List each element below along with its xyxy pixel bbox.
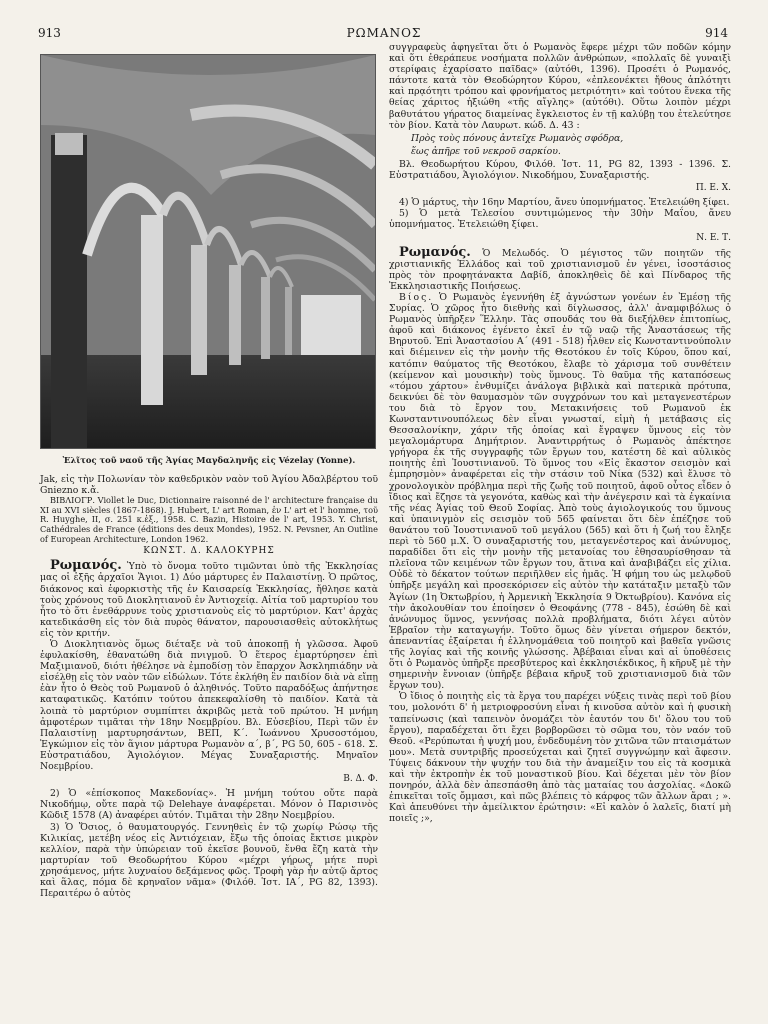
running-head: ΡΩΜΑΝΟΣ: [346, 26, 422, 40]
lemma-heading: Ρωμανός.: [399, 244, 471, 260]
bibliography: ΒΙΒΛΙΟΓΡ. Viollet le Duc, Dictionnaire raisonné de l' architecture française du XI au XVI siècles (1867-1868). J. Hubert, L' art Roman, ἐν L' art et l' homme, τοῦ R. Huyghe, II, σ. 251 κ.ἑξ., 1958. C. Bazin, Histoire de l' art, 1953. Y. Christ, Cathédrales de France (éditions des deux Mondes), 1952. N. Pevsner, An Outline of European Architecture, London 1962.: [40, 495, 378, 544]
paragraph: Βλ. Θεοδωρήτου Κύρου, Φιλόθ. Ἱστ. 11, PG 82, 1393 - 1396. Σ. Εὐστρατιάδου, Ἁγιολόγιον. Νικοδήμου, Συναξαριστής.: [389, 158, 731, 182]
paragraph: συγγραφεὺς ἀφηγεῖται ὅτι ὁ Ρωμανὸς ἔφερε μέχρι τῶν ποδῶν κόμην καὶ ὅτι ἐθεράπευε νοσήματα πολλῶν ἀνθρώπων, «πολλαῖς δὲ γυναιξὶ στερίφαις ἐχαρίσατο παῖδας» (αὐτόθι, 1396). Προσέτι ὁ Ρωμανός, πάντοτε κατὰ τὸν Θεοδώρητον Κύρου, «ἐπλεονέκτει ἤθους ἁπλότητι καὶ πρᾳότητι τρόπου καὶ φρονήματος μετριότητι» καὶ τούτου ἕνεκα τῆς θείας χάριτος ἠξιώθη «τῆς αἴγλης» (αὐτόθι). Οὕτω λοιπὸν μέχρι βαθυτάτου γήρατος διαμείνας ἔγκλειστος ἐν τῇ καλύβῃ του ἐτελεύτησε τὸν βίον. Κατὰ τὸν Λαυρωτ. κώδ. Δ. 43 :: [389, 42, 731, 131]
verse-line: ἕως ἀπῆρε τοῦ νεκροῦ σαρκίου.: [411, 145, 561, 157]
right-column: [389, 42, 731, 824]
author-signature: Π. Ε. Χ.: [695, 183, 731, 194]
left-column: [40, 54, 378, 899]
paragraph: 3) Ὁ Ὅσιος, ὁ θαυματουργός. Γεννηθεὶς ἐν τῷ χωρίῳ Ρώσῳ τῆς Κιλικίας, μετέβη νέος εἰς Ἀντιόχειαν, ἔξω τῆς ὁποίας ἔκτισε μικρὸν κελλίον, παρὰ τὴν ὑπώρειαν τοῦ ἐκεῖσε βουνοῦ, ἔνθα ἔζη κατὰ τὴν μαρτυρίαν τοῦ Θεοδωρήτου Κύρου «μέχρι γήρως, μήτε πυρὶ χρησάμενος, μήτε λυχναίου δεξάμενος φῶς. Τροφὴ γὰρ ἦν αὐτῷ ἄρτος καὶ ἅλας, πόμα δὲ κρηναῖον νᾶμα» (Φιλόθ. Ἱστ. ΙΑ΄, PG 82, 1393). Περαιτέρω ὁ αὐτὸς: [40, 821, 378, 900]
nave-arches-illustration: [41, 55, 375, 448]
paragraph-text: Ὁ Ρωμανὸς ἐγεννήθη ἐξ ἀγνώστων γονέων ἐν Ἐμέσῃ τῆς Συρίας. Ὁ χῶρος ἦτο διεθνὴς καὶ δίγλωσσος, ἀλλ' ἀναμφιβόλως ὁ Ρωμανὸς ὑπῆρξεν Ἕλλην. Τὰς σπουδάς του θὰ διεξήλθεν ἐπιτοπίως, ἀφοῦ καὶ διάκονος ἐγένετο ἐκεῖ ἐν τῷ ναῷ τῆς Ἀναστάσεως τῆς Βηρυτοῦ. Ἐπὶ Ἀναστασίου Α΄ (491 - 518) ἦλθεν εἰς Κωνσταντινούπολιν καὶ διέμεινεν εἰς τὴν μονὴν τῆς Θεοτόκου ἐν τοῖς Κύρου, ὅπου καί, κατόπιν θαύματος τῆς Θεοτόκου, ἔλαβε τὸ χάρισμα τοῦ συνθέτειν (κείμενον καὶ μουσικὴν) τοὺς ὕμνους. Τὸ θαῦμα τῆς καταπόσεως «τόμου χάρτου» ἐνθυμίζει ἀνάλογα βιβλικὰ καὶ πατερικὰ πρότυπα, δεικνύει δὲ τὸν θαυμασμὸν τῶν συγχρόνων του καὶ μεταγενεστέρων του διὰ τὸ ἔργον του. Μετακινήσεις τοῦ Ρωμανοῦ ἐκ Κωνσταντινουπόλεως δὲν εἶναι γνωσταί, εἰμὴ ἡ μετάβασις εἰς Θεσσαλονίκην, χάριν τῆς ὁποίας καὶ ἔγραψεν ὕμνους εἰς τὸν μεγαλομάρτυρα Δημήτριον. Ἀναντιρρήτως ὁ Ρωμανὸς ἀπέκτησε γρήγορα ἐκ τῆς συγγραφῆς τῶν ἔργων του, κατέστη δὲ καὶ αὐλικὸς ποιητὴς ἐπὶ Ἰουστινιανοῦ. Τὸ ὕμνος του «Εἰς ἕκαστον σεισμὸν καὶ ἐμπρησμὸν» ἀναφέρεται εἰς τὴν στάσιν τοῦ Νίκα (532) καὶ ἔλυσε τὸ χρονολογικὸν πρόβλημα περὶ τῆς ζωῆς τοῦ ποιητοῦ, ἀφοῦ οὗτος εἶδεν ὁ ἴδιος καὶ ἔζησε τὰ γεγονότα, καθὼς καὶ τὴν ἀνέγερσιν καὶ τὰ ἐγκαίνια τῆς νέας Ἁγίας τοῦ Θεοῦ Σοφίας. Ἀπὸ τοὺς ἁγιολογικούς του ὕμνους καὶ ὑπαινιγμὸν εἰς σεισμὸν τοῦ 565 φαίνεται ὅτι δὲν ἐπέζησε τοῦ θανάτου τοῦ Ἰουστινιανοῦ τοῦ μεγάλου (565) καὶ ὅτι ἡ ζωή του ἔληξε περὶ τὸ 560 μ.Χ. Ὁ συναξαριστής του, μεταγενέστερος καὶ ἀνώνυμος, παραδίδει ὅτι εἰς τὴν μονὴν τῆς μετανοίας του ἐθησαυρίσθησαν τὰ πλεῖονα τῶν κειμένων τῶν ἔργων του, ἅτινα καὶ ἀναβιβάζει εἰς χίλια. Οὐδὲ τὸ δέκατον τούτων περιῆλθεν εἰς ἡμᾶς. Ἡ φήμη του ὡς μελῳδοῦ ὑπῆρξε μεγάλη καὶ προσεκόρισεν εἰς αὐτὸν τὴν κατάταξιν μεταξὺ τῶν Ἁγίων (1η Ὀκτωβρίου, ἡ Ἀρμενικὴ Ἐκκλησία 9 Ὀκτωβρίου). Κανόνα εἰς τὴν ἀκολουθίαν του ἐποίησεν ὁ Θεοφάνης (778 - 845), ἐσώθη δὲ καὶ ἀνώνυμος ὕμνος, γεννήσας πολλὰ προβλήματα, διότι λέγει αὐτὸν Ἑβραῖον τὴν καταγωγήν. Τοῦτο ὅμως δὲν γίνεται σήμερον δεκτόν, ἀπεναντίας ἐξαίρεται ἡ ἑλληνομάθεια τοῦ ποιητοῦ καὶ βαθεῖα γνῶσις τῆς λογίας καὶ τῆς κοινῆς γλώσσης. Ἀβέβαιαι εἶναι καὶ αἱ ὑποθέσεις ὅτι ὁ Ρωμανὸς ὑπῆρξε πρεσβύτερος καὶ ἐκκλησιέκδικος, ἢ κῆρυξ μὲ τὴν σημερινὴν ἔννοιαν (ὑπῆρξε βέβαια κῆρυξ τοῦ χριστιανισμοῦ διὰ τῶν ἔργων του).: [389, 291, 731, 692]
paragraph: Ὁ ἴδιος ὁ ποιητὴς εἰς τὰ ἔργα του παρέχει νύξεις τινὰς περὶ τοῦ βίου του, μολονότι δ' ἡ μετριοφροσύνη εἶναι ἡ κινοῦσα αὐτὸν καὶ ἡ φυσικὴ ταπείνωσις (καὶ ταπεινὸν ὀνομάζει τὸν ἑαυτόν του δι' ὅλου του τοῦ ἔργου), παραδέχεται ὅτι ἔχει βορβορῶσει τὸ σῶμα του, τὸν ναόν τοῦ Θεοῦ. «Ρερύπωται ἡ ψυχή μου, ἐνδεδυμένη τὸν χιτῶνα τῶν πταισμάτων μου». Μετὰ συντριβῆς προσεύχεται καὶ ζητεῖ συγγνώμην καὶ ἄφεσιν. Τύψεις δάκνουν τὴν ψυχήν του διὰ τὴν ἀναμείξιν του εἰς τὰ κοσμικὰ καὶ τὴν ἐκτροπὴν ἐκ τοῦ μοναστικοῦ βίου. Καὶ δέχεται μὲν τὸν βίον πονηρόν, ἀλλὰ δὲν ἀπεσπάσθη ἀπὸ τὰς ματαίας του ἀσχολίας. «Δοκῶ ἐπικεῖται τοῖς ὄμμασι, καὶ πῶς βλέπεις τὸ κάρφος τῶν ἄλλων ἄραι ; ». Καὶ ἀπευθύνει τὴν ἀμείλικτον ἐρώτησιν: «Εἰ καλὸν ὁ λαλεῖς, διατί μὴ ποιεῖς ;»,: [389, 691, 731, 825]
verse-line: Πρὸς τοὺς πόνους ἀντεῖχε Ρωμανὸς σφόδρα,: [411, 132, 624, 144]
paragraph: Ὁ Διοκλητιανὸς ὅμως διέταξε νὰ τοῦ ἀποκοπῇ ἡ γλῶσσα. Ἀφοῦ ἐφυλακίσθη, ἐθανατώθη διὰ πνιγμοῦ. Ὁ ἕτερος ἐμαρτύρησεν ἐπὶ Μαξιμιανοῦ, διότι ἠθέλησε νὰ ἐμποδίσῃ τὸν ἔπαρχον Ἀσκληπιάδην νὰ εἰσέλθῃ εἰς τὸν ναὸν τῶν εἰδώλων. Τότε ἐκλήθη ἓν παιδίον διὰ νὰ εἴπῃ ἐὰν ἦτο ὁ Θεὸς τοῦ Ρωμανοῦ ὁ ἀληθινός. Τοῦτο παραδόξως ἀπήντησε καταφατικῶς. Κατόπιν τούτου ἀπεκεφαλίσθη τὸ παιδίον. Κατὰ τὰ λοιπὰ τὸ μαρτύριον συμπίπτει ἀκριβῶς μετὰ τοῦ πρώτου. Ἡ μνήμη ἀμφοτέρων τιμᾶται τὴν 18ην Νοεμβρίου. Βλ. Εὐσεβίου, Περὶ τῶν ἐν Παλαιστίνῃ μαρτυρησάντων, ΒΕΠ, Κ΄. Ἰωάννου Χρυσοστόμου, Ἐγκώμιον εἰς τὸν ἅγιον μάρτυρα Ρωμανὸν α΄, β΄, PG 50, 605 - 618. Σ. Εὐστρατιάδου, Ἁγιολόγιον. Μέγας Συναξαριστής. Μηναῖον Νοεμβρίου.: [40, 639, 378, 773]
page-number-left: 913: [38, 26, 61, 40]
paragraph: 4) Ὁ μάρτυς, τὴν 16ην Μαρτίου, ἄνευ ὑπομνήματος. Ἐτελειώθη ξίφει.: [399, 197, 730, 209]
church-nave-photo: [40, 54, 376, 449]
lemma-heading: Ρωμανός.: [50, 558, 122, 574]
paragraph-text: Ὑπὸ τὸ ὄνομα τοῦτο τιμῶνται ὑπὸ τῆς Ἐκκλησίας μας οἱ ἑξῆς ἀρχαῖοι Ἅγιοι. 1) Δύο μάρτυρες ἐν Παλαιστίνῃ. Ὁ πρῶτος, διάκονος καὶ ἐφορκιστὴς τῆς ἐν Καισαρείᾳ Ἐκκλησίας, ἤθλησε κατὰ τοὺς χρόνους τοῦ Διοκλητιανοῦ ἐν Ἀντιοχείᾳ. Αἰτία τοῦ μαρτυρίου του ἦτο τὸ ὅτι ἐνεθάρρυνε τοὺς χριστιανοὺς εἰς τὸ μαρτύριον. Κατ' ἀρχὰς κατεδικάσθη εἰς τὸν διὰ πυρὸς θάνατον, παρουσιασθεὶς αὐτοκλήτως εἰς τὸν κριτήν.: [40, 561, 378, 639]
photo-caption: Ἐλῖτος τοῦ ναοῦ τῆς Ἁγίας Μαγδαληνῆς εἰς Vézelay (Yonne).: [62, 455, 356, 465]
paragraph-text: Ὁ Μελωδός. Ὁ μέγιστος τῶν ποιητῶν τῆς χριστιανικῆς Ἑλλάδος καὶ τοῦ χριστιανισμοῦ ἐν γένει, ἰσοστάσιος πρὸς τὸν προφητάνακτα Δαβίδ, ἀποκληθεὶς δὲ καὶ Πίνδαρος τῆς Ἐκκλησιαστικῆς Ποιήσεως.: [389, 247, 731, 292]
paragraph: 2) Ὁ «ἐπίσκοπος Μακεδονίας». Ἡ μνήμη τούτου οὔτε παρὰ Νικοδήμῳ, οὔτε παρὰ τῷ Delehaye ἀναφέρεται. Μόνον ὁ Παρισινὸς Κῶδιξ 1578 (Α) ἀναφέρει αὐτόν. Τιμᾶται τὴν 28ην Νοεμβρίου.: [40, 788, 378, 822]
paragraph: 5) Ὁ μετὰ Τελεσίου συντιμώμενος τὴν 30ὴν Μαΐου, ἄνευ ὑπομνήματος. Ἐτελειώθη ξίφει.: [389, 208, 731, 231]
author-signature: ΚΩΝΣΤ. Δ. ΚΑΛΟΚΥΡΗΣ: [143, 546, 275, 557]
paragraph: Jak, εἰς τὴν Πολωνίαν τὸν καθεδρικὸν ναὸν τοῦ Ἁγίου Ἀδαλβέρτου τοῦ Gniezno κ.ἄ.: [40, 474, 378, 497]
section-label: Βίος.: [399, 291, 434, 303]
page-number-right: 914: [705, 26, 728, 40]
author-signature: Ν. Ε. Τ.: [696, 232, 731, 243]
author-signature: Β. Δ. Φ.: [343, 774, 378, 785]
